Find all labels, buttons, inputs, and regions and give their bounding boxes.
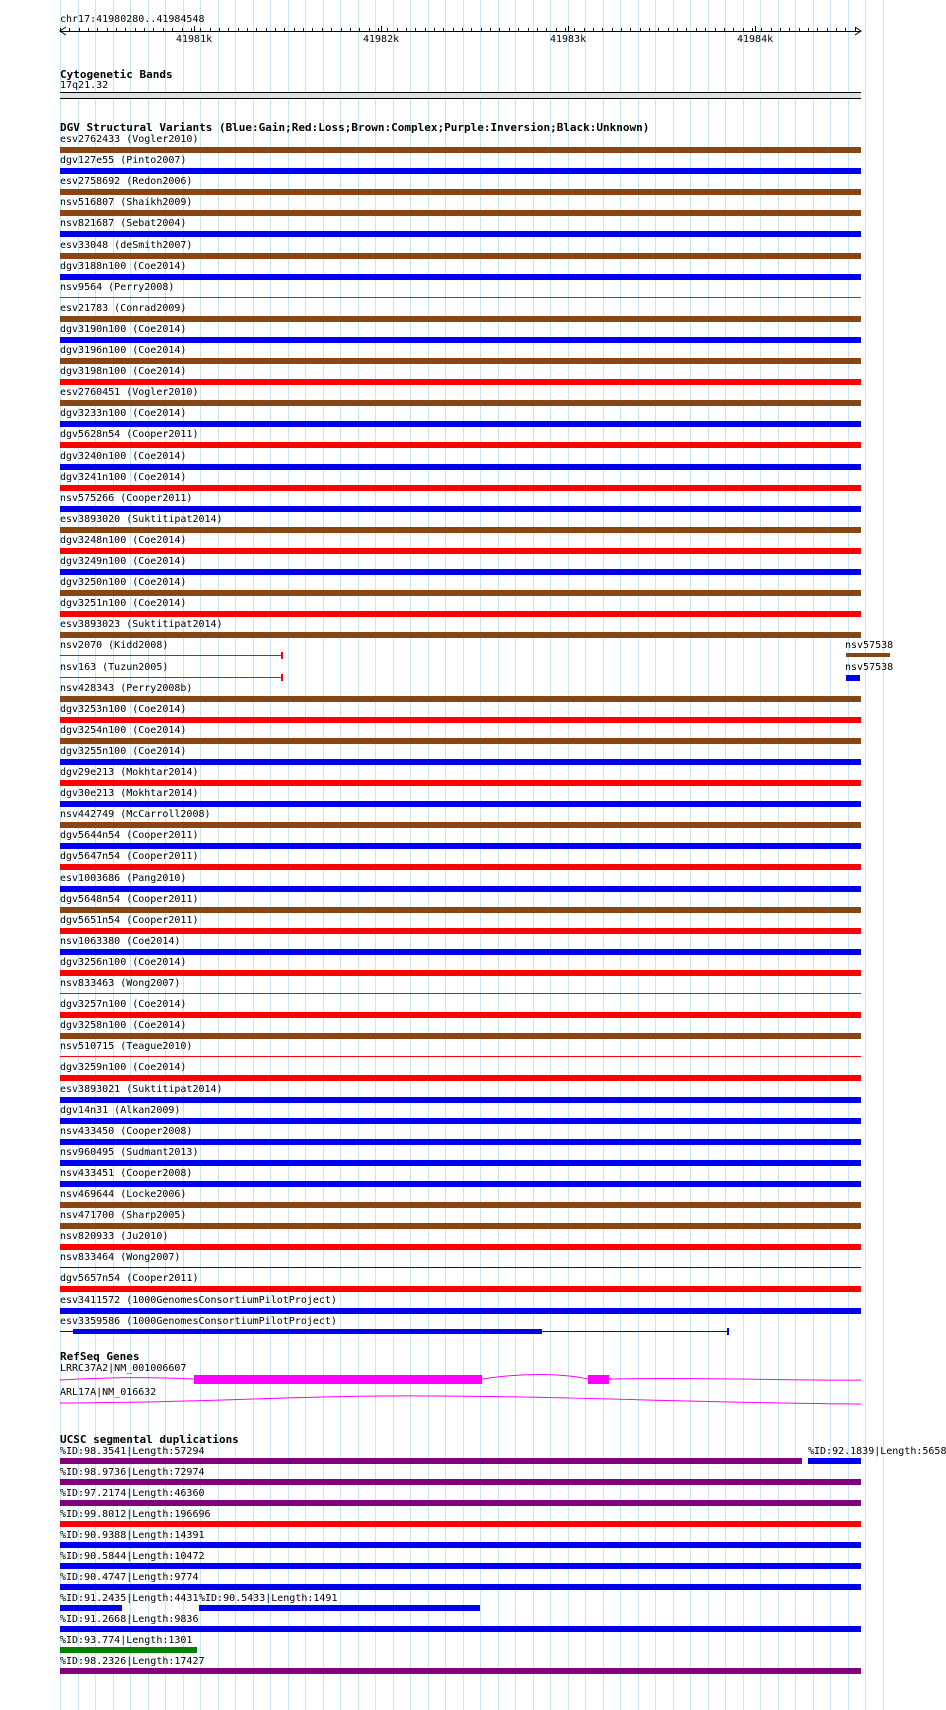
dgv-item-label[interactable]: dgv3253n100 (Coe2014)	[60, 704, 187, 715]
dgv-feature-bar[interactable]	[73, 1329, 542, 1334]
dgv-item-label[interactable]: esv2760451 (Vogler2010)	[60, 387, 199, 398]
cytoband-label: 17q21.32	[60, 80, 109, 91]
ruler-minor-tick	[677, 28, 678, 31]
dgv-item-label[interactable]: nsv820933 (Ju2010)	[60, 1231, 169, 1242]
ruler-minor-tick	[135, 28, 136, 31]
dgv-item-label[interactable]: dgv3240n100 (Coe2014)	[60, 451, 187, 462]
segdup-feature-bar[interactable]	[60, 1500, 861, 1506]
dgv-item-label[interactable]: esv1003686 (Pang2010)	[60, 873, 187, 884]
ruler-minor-tick	[219, 28, 220, 31]
ruler-minor-tick	[60, 28, 61, 31]
dgv-item-label[interactable]: nsv1063380 (Coe2014)	[60, 936, 181, 947]
ruler-minor-tick	[490, 28, 491, 31]
ruler-minor-tick	[621, 28, 622, 31]
dgv-feature-bar[interactable]	[60, 1012, 861, 1018]
dgv-feature-bar[interactable]	[60, 1308, 861, 1314]
ruler-minor-tick	[406, 28, 407, 31]
ruler-minor-tick	[761, 28, 762, 31]
segdup-feature-bar[interactable]	[60, 1626, 861, 1632]
dgv-feature-line[interactable]	[60, 1056, 861, 1057]
ruler-minor-tick	[182, 28, 183, 31]
dgv-item-label[interactable]: dgv3241n100 (Coe2014)	[60, 472, 187, 483]
ruler-tick-label: 41984k	[737, 34, 774, 45]
lrrc37a2-exon	[588, 1375, 609, 1384]
ruler-minor-tick	[125, 28, 126, 31]
ruler-minor-tick	[565, 28, 566, 31]
segdup-item-label[interactable]: %ID:93.774|Length:1301	[60, 1635, 193, 1646]
ruler-minor-tick	[640, 28, 641, 31]
segdup-item-label[interactable]: %ID:91.2435|Length:4431	[60, 1593, 199, 1604]
ruler-minor-tick	[686, 28, 687, 31]
dgv-item-label[interactable]: dgv5628n54 (Cooper2011)	[60, 429, 199, 440]
dgv-feature-bar[interactable]	[60, 717, 861, 723]
ruler-minor-tick	[649, 28, 650, 31]
dgv-item-label[interactable]: nsv516807 (Shaikh2009)	[60, 197, 193, 208]
dgv-item-label[interactable]: esv3893020 (Suktitipat2014)	[60, 514, 223, 525]
segdup-item-label[interactable]: %ID:98.9736|Length:72974	[60, 1467, 205, 1478]
dgv-feature-bar[interactable]	[60, 970, 861, 976]
dgv-feature-end[interactable]	[727, 1328, 729, 1335]
segdup-item-label[interactable]: %ID:98.3541|Length:57294	[60, 1446, 205, 1457]
segdup-feature-bar[interactable]	[60, 1542, 861, 1548]
dgv-feature-bar[interactable]	[60, 1244, 861, 1250]
dgv-item-label[interactable]: dgv5657n54 (Cooper2011)	[60, 1273, 199, 1284]
dgv-item-label[interactable]: dgv3259n100 (Coe2014)	[60, 1062, 187, 1073]
ruler-minor-tick	[107, 28, 108, 31]
ruler-minor-tick	[827, 28, 828, 31]
ruler-minor-tick	[518, 28, 519, 31]
dgv-feature-end[interactable]	[281, 674, 283, 681]
ruler-major-tick	[755, 26, 756, 32]
dgv-feature-bar[interactable]	[60, 738, 861, 744]
dgv-feature-line[interactable]	[60, 1267, 861, 1268]
ruler-minor-tick	[724, 28, 725, 31]
ruler-minor-tick	[743, 28, 744, 31]
dgv-item-label[interactable]: nsv433450 (Cooper2008)	[60, 1126, 193, 1137]
cytoband-bar-border-top	[60, 92, 861, 93]
ruler-minor-tick	[144, 28, 145, 31]
dgv-feature-bar[interactable]	[60, 168, 861, 174]
dgv-feature-bar[interactable]	[60, 147, 861, 153]
ruler-minor-tick	[509, 28, 510, 31]
dgv-item-label[interactable]: esv3359586 (1000GenomesConsortiumPilotProject)	[60, 1316, 337, 1327]
ruler-minor-tick	[771, 28, 772, 31]
dgv-feature-bar[interactable]	[60, 1097, 861, 1103]
dgv-feature-line[interactable]	[60, 297, 861, 298]
dgv-feature-bar[interactable]	[60, 907, 861, 913]
ruler-minor-tick	[499, 28, 500, 31]
dgv-item-label[interactable]: nsv9564 (Perry2008)	[60, 282, 175, 293]
dgv-feature-bar[interactable]	[60, 569, 861, 575]
dgv-feature-line[interactable]	[60, 993, 861, 994]
ruler-minor-tick	[266, 28, 267, 31]
dgv-item-label[interactable]: dgv3255n100 (Coe2014)	[60, 746, 187, 757]
segdup-feature-bar[interactable]	[808, 1458, 861, 1464]
dgv-feature-end[interactable]	[281, 652, 283, 659]
dgv-feature-line[interactable]	[60, 655, 282, 656]
ruler-minor-tick	[163, 28, 164, 31]
dgv-item-label[interactable]: dgv3256n100 (Coe2014)	[60, 957, 187, 968]
dgv-item-label[interactable]: dgv14n31 (Alkan2009)	[60, 1105, 181, 1116]
dgv-item-label[interactable]: nsv469644 (Locke2006)	[60, 1189, 187, 1200]
dgv-item-label[interactable]: dgv29e213 (Mokhtar2014)	[60, 767, 199, 778]
dgv-item-label[interactable]: nsv960495 (Sudmant2013)	[60, 1147, 199, 1158]
dgv-item-label[interactable]: dgv3250n100 (Coe2014)	[60, 577, 187, 588]
ruler-minor-tick	[238, 28, 239, 31]
ruler-minor-tick	[350, 28, 351, 31]
ruler-minor-tick	[808, 28, 809, 31]
ruler-minor-tick	[275, 28, 276, 31]
ruler-minor-tick	[836, 28, 837, 31]
ruler-minor-tick	[303, 28, 304, 31]
segdup-extra-label[interactable]: %ID:92.1839|Length:5658	[808, 1446, 946, 1457]
dgv-item-label[interactable]: dgv3258n100 (Coe2014)	[60, 1020, 187, 1031]
ruler-minor-tick	[172, 28, 173, 31]
dgv-offscreen-bar[interactable]	[846, 675, 860, 681]
dgv-feature-bar[interactable]	[60, 1286, 861, 1292]
dgv-item-label[interactable]: nsv433451 (Cooper2008)	[60, 1168, 193, 1179]
dgv-item-label[interactable]: dgv3190n100 (Coe2014)	[60, 324, 187, 335]
ruler-minor-tick	[284, 28, 285, 31]
segdup-item-label[interactable]: %ID:90.5844|Length:10472	[60, 1551, 205, 1562]
ruler-minor-tick	[471, 28, 472, 31]
dgv-offscreen-label[interactable]: nsv57538	[845, 640, 894, 651]
dgv-item-label[interactable]: esv21783 (Conrad2009)	[60, 303, 187, 314]
dgv-item-label[interactable]: esv3893023 (Suktitipat2014)	[60, 619, 223, 630]
refseq-gene-label[interactable]: LRRC37A2|NM_001006607	[60, 1363, 187, 1374]
ruler-minor-tick	[528, 28, 529, 31]
dgv-item-label[interactable]: dgv3188n100 (Coe2014)	[60, 261, 187, 272]
ruler-tick-label: 41983k	[550, 34, 587, 45]
ruler-minor-tick	[331, 28, 332, 31]
dgv-feature-bar[interactable]	[60, 1223, 861, 1229]
ruler-minor-tick	[584, 28, 585, 31]
ruler-minor-tick	[369, 28, 370, 31]
segdup-item-label[interactable]: %ID:98.2326|Length:17427	[60, 1656, 205, 1667]
dgv-feature-bar[interactable]	[60, 611, 861, 617]
ruler-minor-tick	[845, 28, 846, 31]
dgv-feature-bar[interactable]	[60, 843, 861, 849]
ruler-minor-tick	[696, 28, 697, 31]
dgv-item-label[interactable]: esv3893021 (Suktitipat2014)	[60, 1084, 223, 1095]
ruler-minor-tick	[556, 28, 557, 31]
ruler-minor-tick	[705, 28, 706, 31]
ruler-position: chr17:41980280..41984548	[60, 14, 205, 25]
dgv-item-label[interactable]: nsv163 (Tuzun2005)	[60, 662, 169, 673]
ruler-minor-tick	[481, 28, 482, 31]
segdup-item-label[interactable]: %ID:90.9388|Length:14391	[60, 1530, 205, 1541]
dgv-item-label[interactable]: esv33048 (deSmith2007)	[60, 240, 193, 251]
dgv-feature-line[interactable]	[60, 677, 282, 678]
segdup-feature-bar[interactable]	[60, 1668, 861, 1674]
ruler-minor-tick	[855, 28, 856, 31]
ruler-minor-tick	[312, 28, 313, 31]
segdup-feature-bar[interactable]	[60, 1584, 861, 1590]
dgv-offscreen-label[interactable]: nsv57538	[845, 662, 894, 673]
ruler-minor-tick	[715, 28, 716, 31]
dgv-feature-bar[interactable]	[60, 928, 861, 934]
dgv-feature-bar[interactable]	[60, 464, 861, 470]
dgv-item-label[interactable]: dgv30e213 (Mokhtar2014)	[60, 788, 199, 799]
ruler-minor-tick	[453, 28, 454, 31]
dgv-track-title: DGV Structural Variants (Blue:Gain;Red:Loss;Brown:Complex;Purple:Inversion;Black:Unknown)	[60, 121, 650, 134]
dgv-feature-bar[interactable]	[60, 253, 861, 259]
dgv-item-label[interactable]: dgv3254n100 (Coe2014)	[60, 725, 187, 736]
dgv-feature-bar[interactable]	[60, 1202, 861, 1208]
ruler-minor-tick	[462, 28, 463, 31]
dgv-item-label[interactable]: esv2762433 (Vogler2010)	[60, 134, 199, 145]
refseq-gene-label[interactable]: ARL17A|NM_016632	[60, 1387, 157, 1398]
ruler-minor-tick	[294, 28, 295, 31]
segdup-feature-bar[interactable]	[60, 1479, 861, 1485]
segdup-feature-bar[interactable]	[60, 1647, 197, 1653]
ruler-major-tick	[568, 26, 569, 32]
segdup-feature-bar[interactable]	[60, 1521, 861, 1527]
ruler-minor-tick	[397, 28, 398, 31]
cytoband-bar-border-bottom	[60, 98, 861, 99]
dgv-feature-bar[interactable]	[60, 886, 861, 892]
dgv-feature-bar[interactable]	[60, 1160, 861, 1166]
ruler-minor-tick	[341, 28, 342, 31]
dgv-item-label[interactable]: dgv127e55 (Pinto2007)	[60, 155, 187, 166]
dgv-item-label[interactable]: nsv575266 (Cooper2011)	[60, 493, 193, 504]
dgv-feature-bar[interactable]	[60, 421, 861, 427]
dgv-feature-bar[interactable]	[60, 548, 861, 554]
dgv-feature-bar[interactable]	[60, 759, 861, 765]
dgv-item-label[interactable]: dgv5651n54 (Cooper2011)	[60, 915, 199, 926]
dgv-item-label[interactable]: dgv3198n100 (Coe2014)	[60, 366, 187, 377]
dgv-feature-bar[interactable]	[60, 442, 861, 448]
dgv-feature-bar[interactable]	[60, 949, 861, 955]
ruler-minor-tick	[434, 28, 435, 31]
segdup-item-label[interactable]: %ID:91.2668|Length:9836	[60, 1614, 199, 1625]
arl17a-intron	[60, 1396, 861, 1404]
ruler-minor-tick	[799, 28, 800, 31]
ruler-tick-label: 41981k	[176, 34, 213, 45]
dgv-item-label[interactable]: dgv3196n100 (Coe2014)	[60, 345, 187, 356]
ruler-minor-tick	[322, 28, 323, 31]
ruler-minor-tick	[88, 28, 89, 31]
ruler-minor-tick	[443, 28, 444, 31]
dgv-feature-bar[interactable]	[60, 189, 861, 195]
refseq-gene-models[interactable]	[0, 1365, 890, 1425]
ruler-minor-tick	[537, 28, 538, 31]
ruler-minor-tick	[630, 28, 631, 31]
ruler-minor-tick	[97, 28, 98, 31]
ruler-minor-tick	[780, 28, 781, 31]
dgv-item-label[interactable]: nsv2070 (Kidd2008)	[60, 640, 169, 651]
ruler-minor-tick	[247, 28, 248, 31]
lrrc37a2-exon	[194, 1375, 482, 1384]
ruler-minor-tick	[200, 28, 201, 31]
dgv-feature-bar[interactable]	[60, 1139, 861, 1145]
dgv-item-label[interactable]: nsv821687 (Sebat2004)	[60, 218, 187, 229]
ruler-minor-tick	[359, 28, 360, 31]
dgv-feature-bar[interactable]	[60, 400, 861, 406]
dgv-item-label[interactable]: dgv5644n54 (Cooper2011)	[60, 830, 199, 841]
dgv-item-label[interactable]: dgv3251n100 (Coe2014)	[60, 598, 187, 609]
ruler-minor-tick	[387, 28, 388, 31]
dgv-feature-bar[interactable]	[60, 506, 861, 512]
dgv-item-label[interactable]: esv3411572 (1000GenomesConsortiumPilotProject)	[60, 1295, 337, 1306]
ruler-minor-tick	[574, 28, 575, 31]
dgv-feature-bar[interactable]	[60, 231, 861, 237]
ruler-minor-tick	[593, 28, 594, 31]
ruler-minor-tick	[116, 28, 117, 31]
ruler-tick-label: 41982k	[363, 34, 400, 45]
ruler-minor-tick	[546, 28, 547, 31]
ruler-minor-tick	[612, 28, 613, 31]
dgv-item-label[interactable]: dgv3233n100 (Coe2014)	[60, 408, 187, 419]
dgv-feature-bar[interactable]	[60, 316, 861, 322]
dgv-item-label[interactable]: dgv3257n100 (Coe2014)	[60, 999, 187, 1010]
segdup-feature-bar[interactable]	[60, 1605, 122, 1611]
ruler-major-tick	[194, 26, 195, 32]
segdup-extra-label[interactable]: %ID:90.5433|Length:1491	[199, 1593, 338, 1604]
dgv-feature-bar[interactable]	[60, 822, 861, 828]
dgv-feature-bar[interactable]	[60, 780, 861, 786]
segdup-feature-bar[interactable]	[60, 1458, 802, 1464]
dgv-feature-bar[interactable]	[60, 590, 861, 596]
ruler-minor-tick	[191, 28, 192, 31]
dgv-feature-bar[interactable]	[60, 379, 861, 385]
segdup-item-label[interactable]: %ID:97.2174|Length:46360	[60, 1488, 205, 1499]
dgv-feature-bar[interactable]	[60, 696, 861, 702]
ruler-minor-tick	[79, 28, 80, 31]
dgv-feature-bar[interactable]	[60, 274, 861, 280]
dgv-feature-bar[interactable]	[60, 632, 861, 638]
ruler-minor-tick	[228, 28, 229, 31]
dgv-feature-bar[interactable]	[60, 1075, 861, 1081]
dgv-item-label[interactable]: nsv510715 (Teague2010)	[60, 1041, 193, 1052]
dgv-feature-bar[interactable]	[60, 337, 861, 343]
dgv-feature-bar[interactable]	[60, 485, 861, 491]
segdup-track-title: UCSC segmental duplications	[60, 1433, 239, 1446]
ruler-minor-tick	[378, 28, 379, 31]
dgv-item-label[interactable]: nsv471700 (Sharp2005)	[60, 1210, 187, 1221]
dgv-feature-bar[interactable]	[60, 801, 861, 807]
cytoband-track-title: Cytogenetic Bands	[60, 68, 173, 81]
ruler-minor-tick	[210, 28, 211, 31]
ruler-major-tick	[381, 26, 382, 32]
refseq-track-title: RefSeq Genes	[60, 1350, 140, 1363]
segdup-feature-bar[interactable]	[60, 1563, 861, 1569]
ruler-minor-tick	[415, 28, 416, 31]
dgv-item-label[interactable]: dgv3249n100 (Coe2014)	[60, 556, 187, 567]
dgv-feature-bar[interactable]	[60, 210, 861, 216]
ruler-minor-tick	[752, 28, 753, 31]
segdup-item-label[interactable]: %ID:99.8012|Length:196696	[60, 1509, 211, 1520]
dgv-item-label[interactable]: dgv5648n54 (Cooper2011)	[60, 894, 199, 905]
ruler-minor-tick	[425, 28, 426, 31]
ruler-minor-tick	[789, 28, 790, 31]
ruler-minor-tick	[69, 28, 70, 31]
dgv-feature-bar[interactable]	[60, 1033, 861, 1039]
dgv-item-label[interactable]: nsv428343 (Perry2008b)	[60, 683, 193, 694]
ruler-minor-tick	[153, 28, 154, 31]
segdup-item-label[interactable]: %ID:90.4747|Length:9774	[60, 1572, 199, 1583]
ruler-minor-tick	[817, 28, 818, 31]
ruler-minor-tick	[733, 28, 734, 31]
dgv-feature-bar[interactable]	[60, 358, 861, 364]
dgv-item-label[interactable]: nsv833464 (Wong2007)	[60, 1252, 181, 1263]
ruler-minor-tick	[668, 28, 669, 31]
dgv-offscreen-bar[interactable]	[846, 653, 890, 657]
dgv-item-label[interactable]: dgv3248n100 (Coe2014)	[60, 535, 187, 546]
dgv-item-label[interactable]: nsv833463 (Wong2007)	[60, 978, 181, 989]
dgv-feature-bar[interactable]	[60, 864, 861, 870]
dgv-item-label[interactable]: nsv442749 (McCarroll2008)	[60, 809, 211, 820]
dgv-item-label[interactable]: esv2758692 (Redon2006)	[60, 176, 193, 187]
dgv-item-label[interactable]: dgv5647n54 (Cooper2011)	[60, 851, 199, 862]
dgv-feature-bar[interactable]	[60, 1118, 861, 1124]
segdup-feature-bar[interactable]	[199, 1605, 480, 1611]
dgv-feature-bar[interactable]	[60, 1181, 861, 1187]
ruler-minor-tick	[256, 28, 257, 31]
ruler-minor-tick	[602, 28, 603, 31]
dgv-feature-bar[interactable]	[60, 527, 861, 533]
ruler-minor-tick	[658, 28, 659, 31]
